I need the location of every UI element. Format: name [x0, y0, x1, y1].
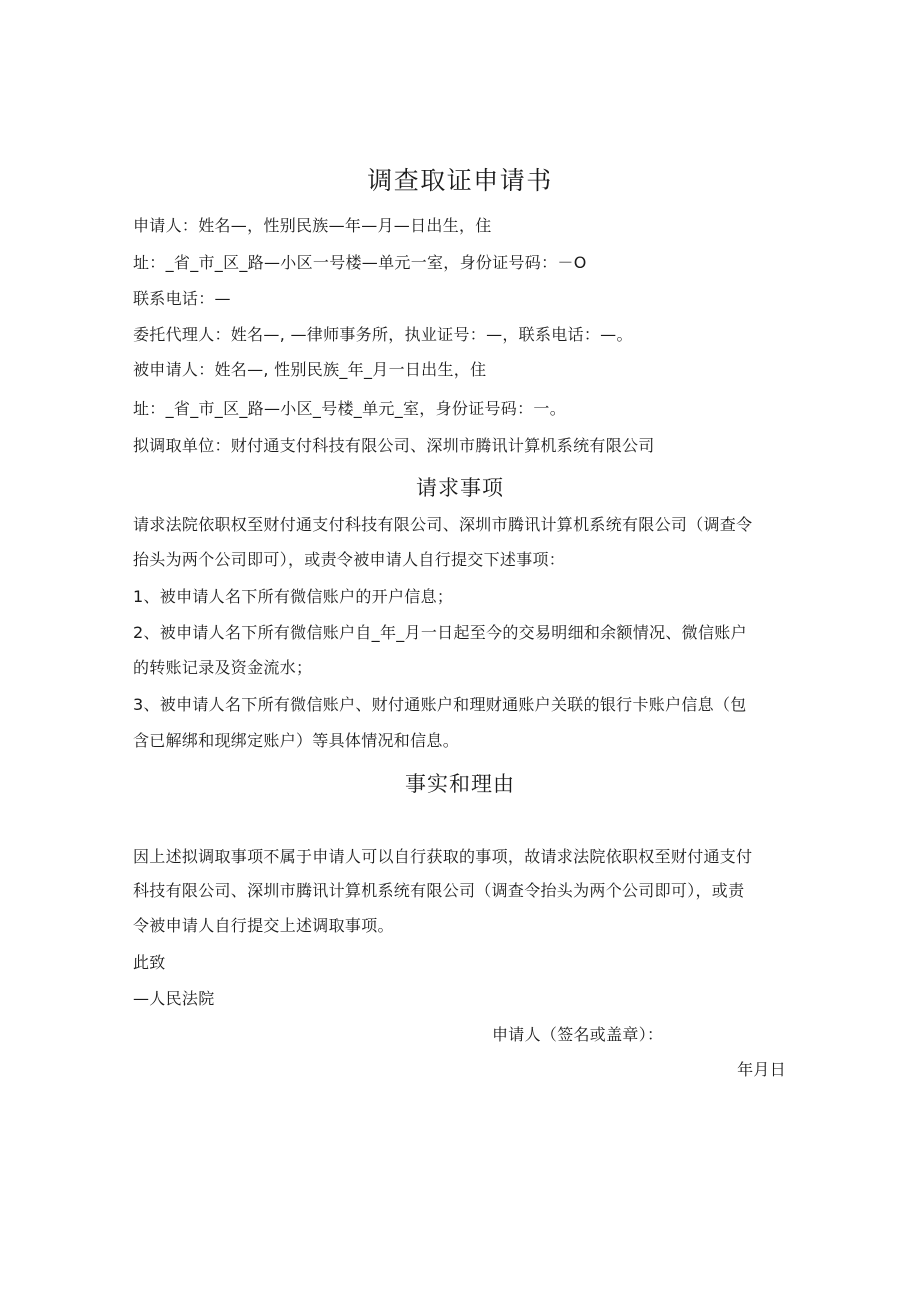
target-unit-line: 拟调取单位：财付通支付科技有限公司、深圳市腾讯计算机系统有限公司: [133, 436, 655, 455]
request-item-3-cont: 含已解绑和现绑定账户）等具体情况和信息。: [133, 731, 460, 750]
facts-line: 科技有限公司、深圳市腾讯计算机系统有限公司（调查令抬头为两个公司即可），或责: [133, 881, 745, 900]
date-line: 年月日: [737, 1060, 786, 1079]
court-name: —人民法院: [133, 989, 215, 1008]
request-item-3: 3、被申请人名下所有微信账户、财付通账户和理财通账户关联的银行卡账户信息（包: [133, 695, 747, 714]
request-line: 请求法院依职权至财付通支付科技有限公司、深圳市腾讯计算机系统有限公司（调查令: [133, 515, 753, 534]
applicant-line-2: 址：_省_市_区_路—小区一号楼—单元一室，身份证号码：－O: [133, 253, 587, 272]
respondent-line-2: 址：_省_市_区_路—小区_号楼_单元_室，身份证号码：一。: [133, 399, 567, 418]
request-item-1: 1、被申请人名下所有微信账户的开户信息；: [133, 587, 454, 606]
facts-line: 因上述拟调取事项不属于申请人可以自行获取的事项，故请求法院依职权至财付通支付: [133, 847, 753, 866]
facts-heading: 事实和理由: [405, 772, 515, 796]
request-item-2-cont: 的转账记录及资金流水；: [133, 658, 313, 677]
signature-line: 申请人（签名或盖章）：: [492, 1025, 664, 1044]
applicant-line-1: 申请人：姓名—，性别民族—年—月—日出生，住: [133, 216, 492, 235]
agent-line: 委托代理人：姓名—, —律师事务所，执业证号：—，联系电话：—。: [133, 325, 633, 344]
respondent-line-1: 被申请人：姓名—, 性别民族_年_月一日出生，住: [133, 360, 487, 379]
applicant-phone: 联系电话：—: [133, 289, 231, 308]
closing-text: 此致: [133, 953, 166, 972]
request-item-2: 2、被申请人名下所有微信账户自_年_月一日起至今的交易明细和余额情况、微信账户: [133, 623, 747, 642]
document-title: 调查取证申请书: [367, 166, 553, 195]
request-heading: 请求事项: [416, 476, 504, 500]
request-line: 抬头为两个公司即可），或责令被申请人自行提交下述事项：: [133, 550, 566, 569]
facts-line: 令被申请人自行提交上述调取事项。: [133, 916, 394, 935]
